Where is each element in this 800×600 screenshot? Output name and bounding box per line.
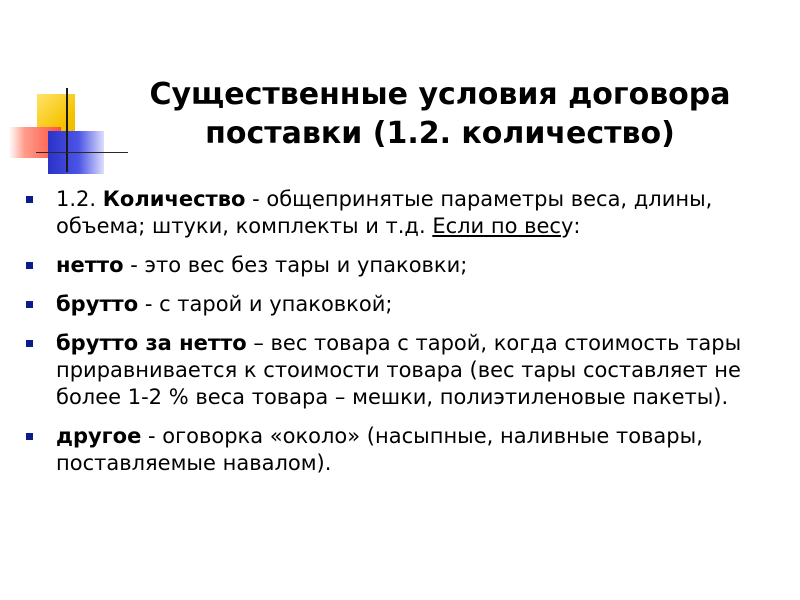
list-item-other (26, 423, 776, 477)
list-item-brutto-za-netto (26, 330, 776, 411)
item-term: Количество (102, 187, 246, 211)
slide-title-line-1: Существенные условия договора (149, 77, 731, 112)
item-text: – вес товара с тарой, когда стоимость тары приравнивается к стоимости товара (вес тары составляет не более 1-2 % веса товара – мешки, полиэтиленовые пакеты). (56, 331, 742, 409)
bullet-square-icon (26, 301, 33, 308)
bullet-square-icon (26, 433, 33, 440)
bullet-square-icon (26, 262, 33, 269)
slide-title (110, 75, 770, 153)
ornament-vertical-line (66, 88, 68, 172)
item-term: другое (56, 424, 142, 448)
item-text: - общепринятые параметры веса, длины, объема; штуки, комплекты и т.д. (56, 187, 713, 238)
item-text: - с тарой и упаковкой; (138, 292, 393, 316)
list-item-brutto (26, 291, 776, 318)
item-prefix: 1.2. (56, 187, 103, 211)
item-suffix: у: (560, 214, 581, 238)
item-term: брутто (56, 292, 139, 316)
slide-title-line-2: поставки (1.2. количество) (205, 116, 675, 151)
item-underlined-text: Если по вес (432, 214, 561, 238)
bullet-square-icon (26, 340, 33, 347)
item-text: - это вес без тары и упаковки; (123, 253, 468, 277)
item-term: брутто за нетто (56, 331, 247, 355)
list-item-netto (26, 252, 776, 279)
bullet-square-icon (26, 196, 33, 203)
list-item-quantity (26, 186, 776, 240)
item-term: нетто (56, 253, 124, 277)
bullet-list (26, 186, 776, 489)
item-text: - оговорка «около» (насыпные, наливные товары, поставляемые навалом). (56, 424, 703, 475)
